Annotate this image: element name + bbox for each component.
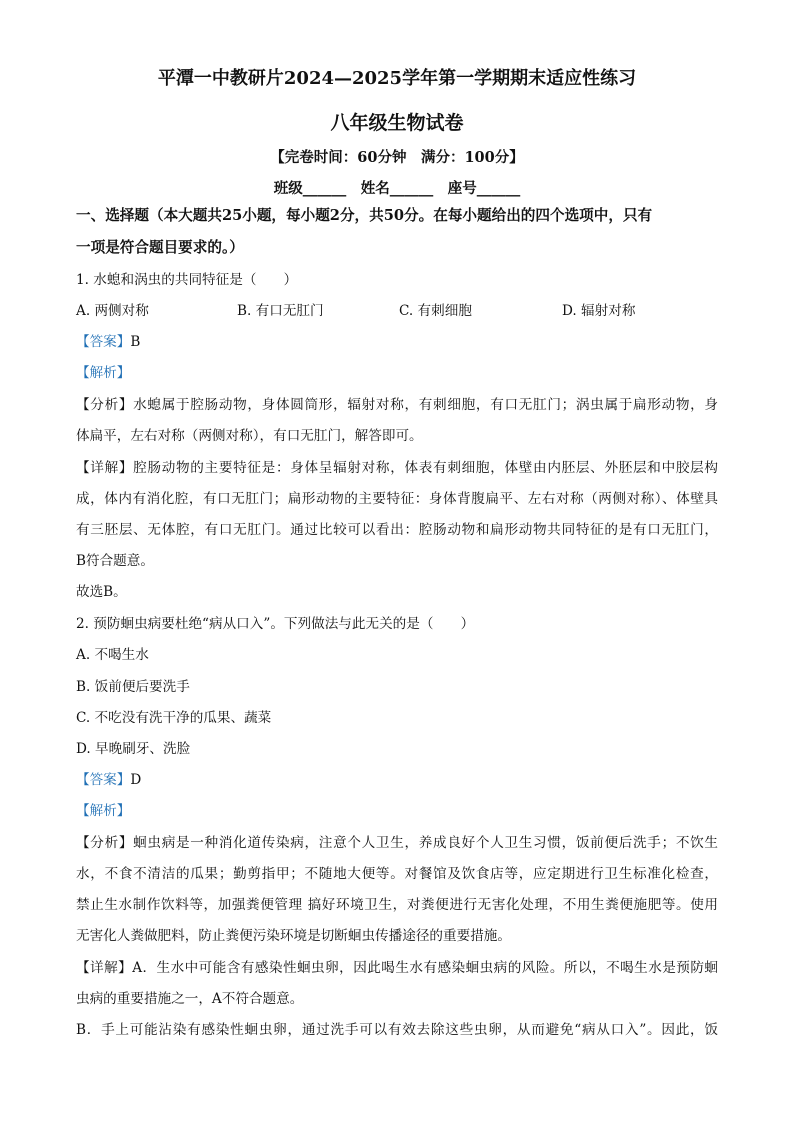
exam-title: 平潭一中教研片2024—2025学年第一学期期末适应性练习 bbox=[157, 68, 637, 89]
q2-option-d: D. 早晚刷牙、洗脸 bbox=[76, 741, 191, 757]
q1-detail-line2: 成，体内有消化腔，有口无肛门；扁形动物的主要特征：身体背腹扁平、左右对称（两侧对称）、体壁具 bbox=[76, 491, 718, 507]
q1-fenxi-line2: 体扁平，左右对称（两侧对称），有口无肛门，解答即可。 bbox=[76, 428, 423, 444]
q1-fenxi-line1 bbox=[76, 395, 718, 415]
q2-answer-tag: 【答案】 bbox=[76, 772, 131, 788]
exam-subject: 八年级生物试卷 bbox=[330, 112, 464, 134]
q1-options bbox=[76, 301, 718, 321]
q2-detail-tag: 【详解】 bbox=[76, 960, 133, 976]
q2-stem: 2. 预防蛔虫病要杜绝“病从口入”。下列做法与此无关的是（ ） bbox=[76, 616, 475, 632]
q2-fenxi-line4: 无害化人粪做肥料，防止粪便污染环境是切断蛔虫传播途径的重要措施。 bbox=[76, 928, 511, 944]
q1-fenxi-tag: 【分析】 bbox=[76, 397, 134, 413]
q1-option-a: A. 两侧对称 bbox=[76, 303, 149, 319]
q1-answer-value: B bbox=[130, 334, 141, 350]
q1-option-c: C. 有刺细胞 bbox=[399, 303, 472, 319]
q1-detail-line4: B符合题意。 bbox=[76, 553, 154, 569]
q1-option-b: B. 有口无肛门 bbox=[237, 303, 324, 319]
q1-fenxi-text1: 水螅属于腔肠动物，身体圆筒形，辐射对称，有刺细胞，有口无肛门；涡虫属于扁形动物，身 bbox=[133, 397, 719, 413]
q2-fenxi-line1 bbox=[76, 833, 718, 853]
q2-detail-line3: B．手上可能沾染有感染性蛔虫卵，通过洗手可以有效去除这些虫卵，从而避免“病从口入”。因此，饭 bbox=[76, 1022, 718, 1038]
q2-fenxi-tag: 【分析】 bbox=[76, 835, 134, 851]
q2-option-a: A. 不喝生水 bbox=[76, 647, 149, 663]
q2-option-c: C. 不吃没有洗干净的瓜果、蔬菜 bbox=[76, 710, 272, 726]
q1-detail-text1: 腔肠动物的主要特征是：身体呈辐射对称，体表有刺细胞，体壁由内胚层、外胚层和中胶层构 bbox=[133, 460, 719, 476]
q2-analysis-tag: 【解析】 bbox=[76, 803, 131, 819]
q1-answer-tag: 【答案】 bbox=[76, 334, 131, 350]
q2-answer-value: D bbox=[130, 772, 142, 788]
q2-option-b: B. 饭前便后要洗手 bbox=[76, 679, 190, 695]
q1-detail-line1 bbox=[76, 458, 718, 478]
q1-option-d: D. 辐射对称 bbox=[562, 303, 636, 319]
student-info-line: 班级______ 姓名______ 座号______ bbox=[273, 180, 521, 197]
q2-detail-line2: 虫病的重要措施之一，A不符合题意。 bbox=[76, 991, 304, 1007]
q1-detail-tag: 【详解】 bbox=[76, 460, 134, 476]
section-heading-line1: 一、选择题（本大题共25小题，每小题2分，共50分。在每小题给出的四个选项中，只有 bbox=[76, 207, 653, 224]
q2-fenxi-line2: 水，不食不清洁的瓜果；勤剪指甲；不随地大便等。对餐馆及饮食店等，应定期进行卫生标准化检查， bbox=[76, 866, 718, 882]
q1-answer bbox=[76, 332, 718, 352]
q2-answer bbox=[76, 770, 718, 790]
q2-fenxi-text1: 蛔虫病是一种消化道传染病，注意个人卫生，养成良好个人卫生习惯，饭前便后洗手；不饮生 bbox=[133, 835, 719, 851]
q2-detail-text1: A．生水中可能含有感染性蛔虫卵，因此喝生水有感染蛔虫病的风险。所以，不喝生水是预防蛔 bbox=[132, 960, 718, 976]
q1-analysis-tag: 【解析】 bbox=[76, 365, 131, 381]
section-heading-line2: 一项是符合题目要求的。） bbox=[76, 239, 244, 256]
exam-time-info: 【完卷时间：60分钟 满分：100分】 bbox=[270, 149, 524, 166]
q1-detail-line3: 有三胚层、无体腔，有口无肛门。通过比较可以看出：腔肠动物和扁形动物共同特征的是有口无肛门， bbox=[76, 522, 718, 538]
q2-detail-line1 bbox=[76, 958, 718, 978]
q1-stem: 1. 水螅和涡虫的共同特征是（ ） bbox=[76, 272, 298, 288]
q2-fenxi-line3: 禁止生水制作饮料等，加强粪便管理 搞好环境卫生，对粪便进行无害化处理，不用生粪便施肥等。使用 bbox=[76, 897, 718, 913]
q1-conclusion: 故选B。 bbox=[76, 584, 127, 600]
